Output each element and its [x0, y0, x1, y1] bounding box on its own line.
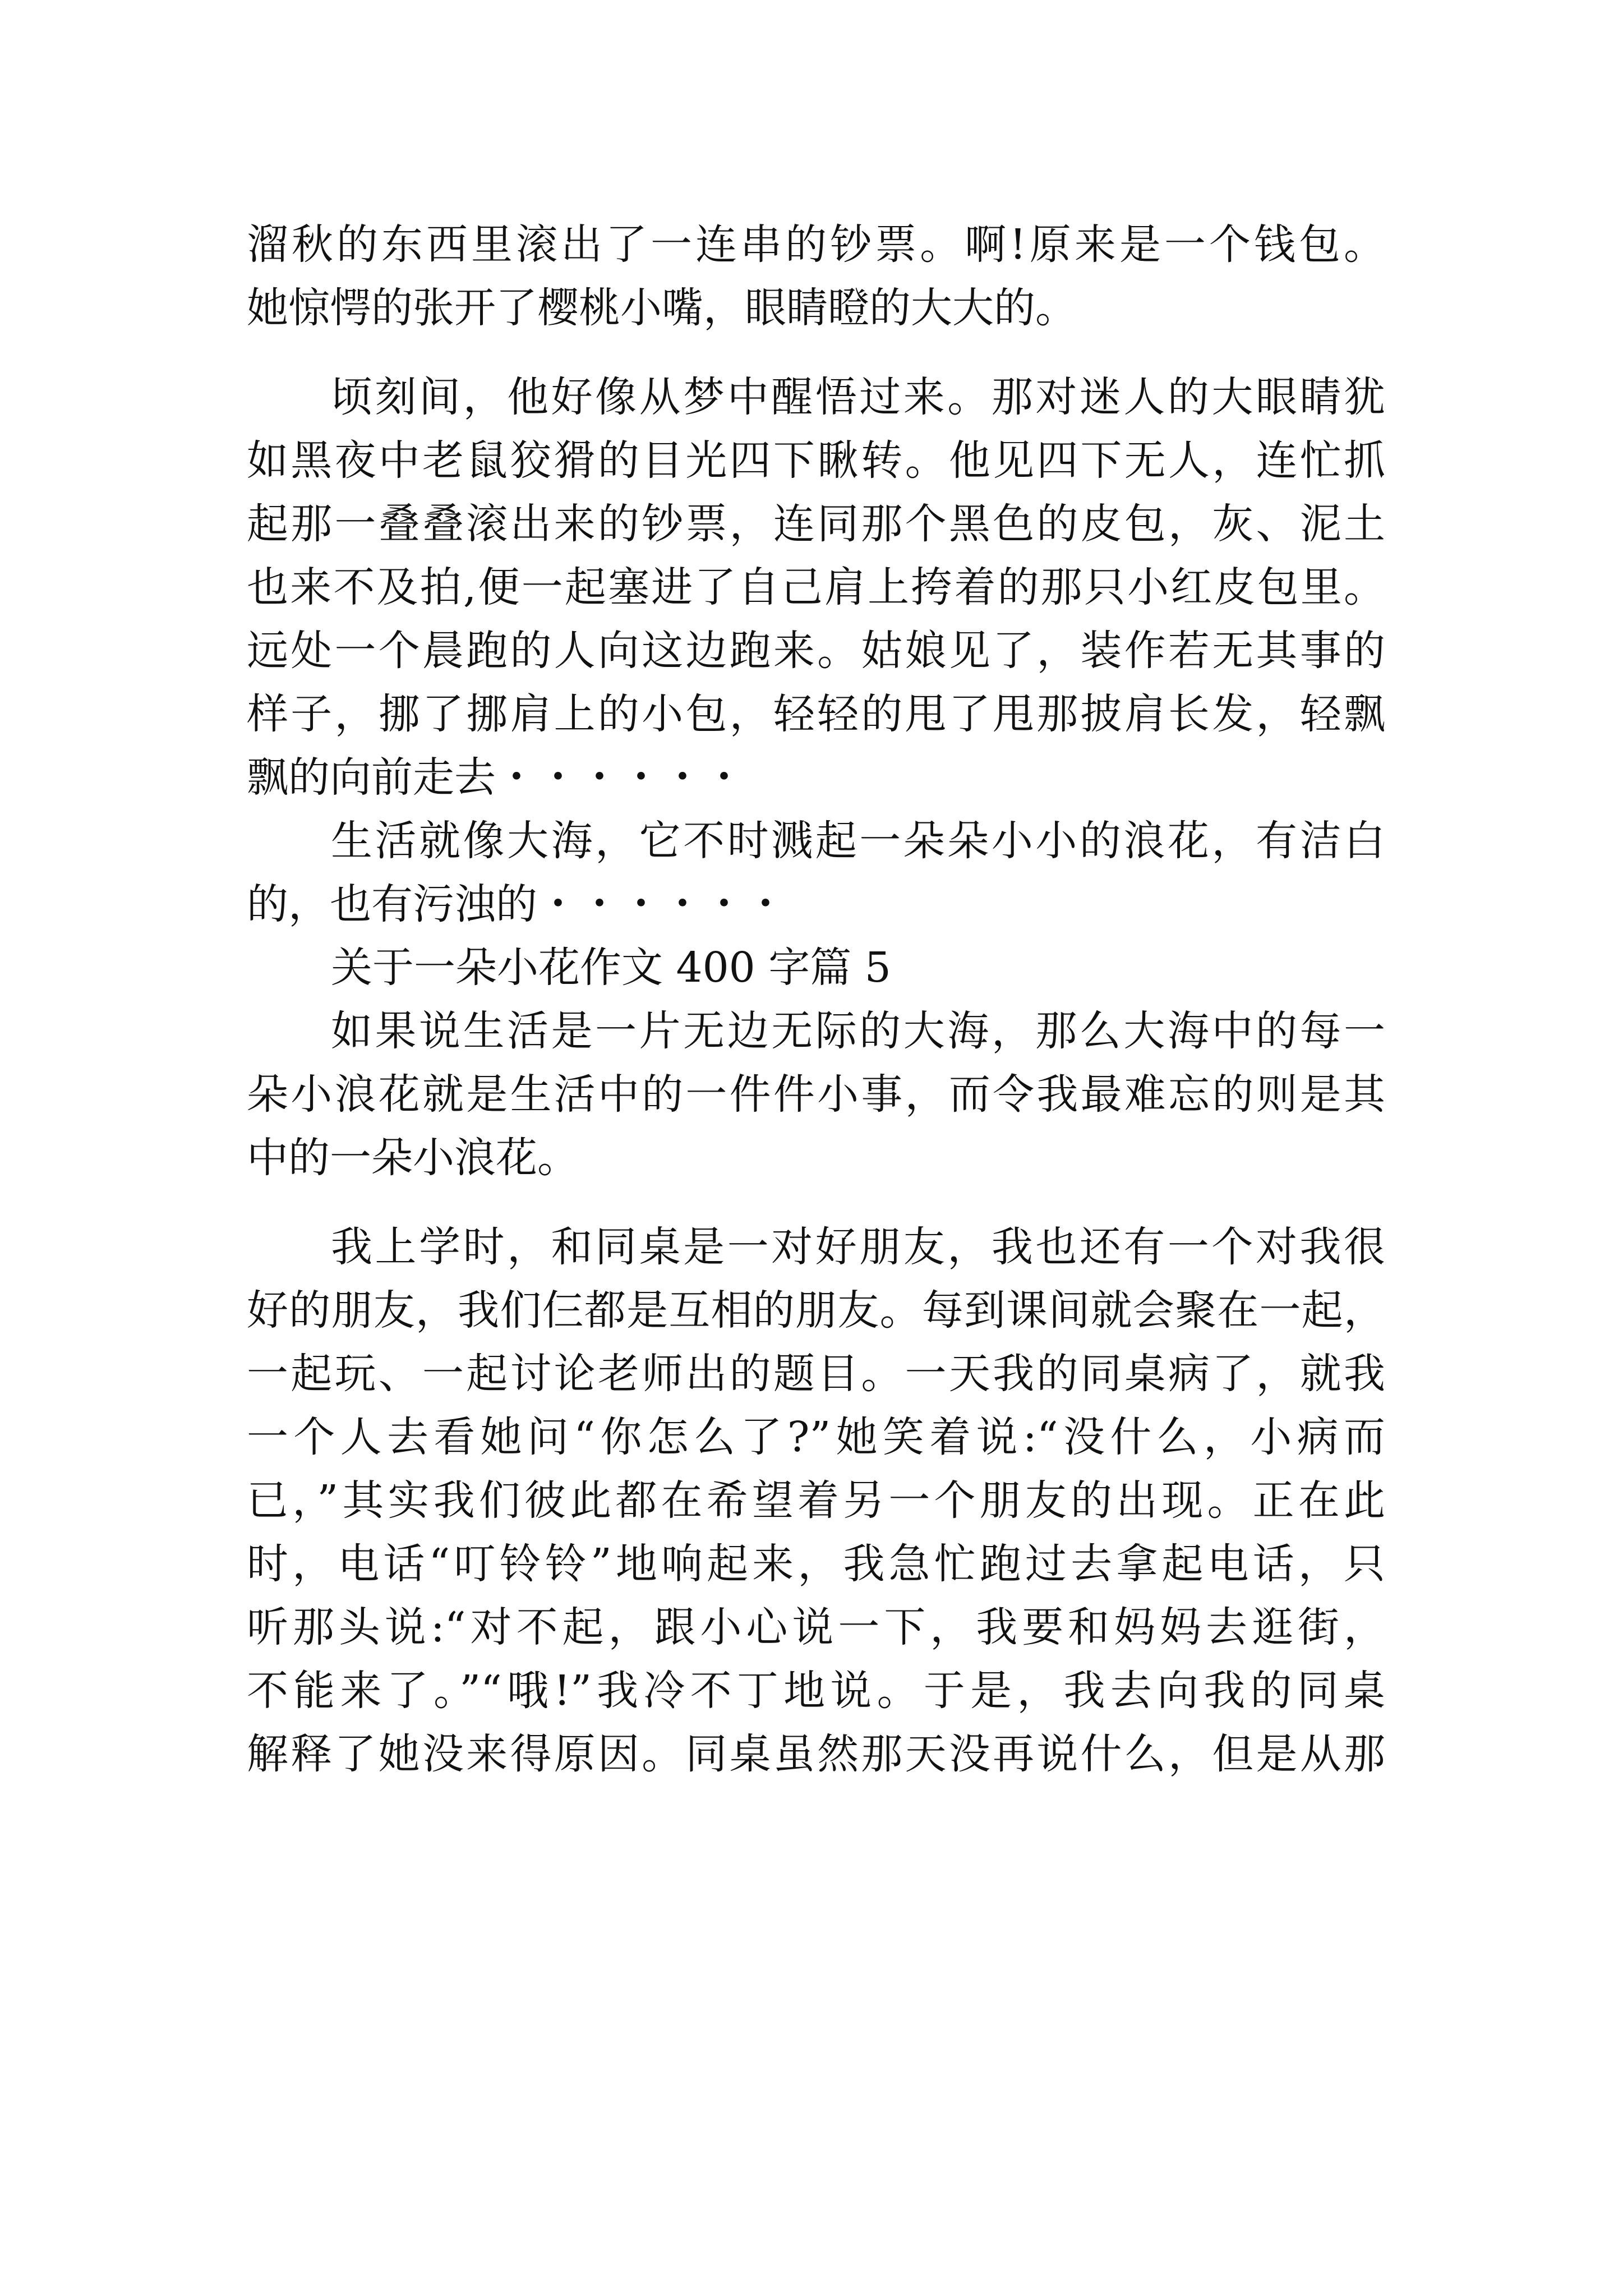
- paragraph: [247, 1000, 1385, 1190]
- text-line: 已，”其实我们彼此都在希望着另一个朋友的出现。正在此: [247, 1476, 1385, 1525]
- text-line: 一起玩、一起讨论老师出的题目。一天我的同桌病了，就我: [247, 1350, 1385, 1398]
- paragraph: [247, 366, 1385, 809]
- text-line: 远处一个晨跑的人向这边跑来。姑娘见了，装作若无其事的: [247, 627, 1385, 675]
- heading-text: 关于一朵小花作文 400 字篇 5: [331, 944, 891, 992]
- text-line: 溜秋的东西里滚出了一连串的钞票。啊!原来是一个钱包。: [247, 220, 1385, 269]
- paragraph: [247, 213, 1385, 340]
- paragraph: [247, 809, 1385, 936]
- text-line: 也来不及拍,便一起塞进了自己肩上挎着的那只小红皮包里。: [247, 563, 1385, 611]
- text-line: 样子，挪了挪肩上的小包，轻轻的甩了甩那披肩长发，轻飘: [247, 690, 1385, 738]
- text-line: 一个人去看她问“你怎么了?”她笑着说:“没什么，小病而: [247, 1413, 1385, 1461]
- text-line: 我上学时，和同桌是一对好朋友，我也还有一个对我很: [331, 1223, 1385, 1271]
- text-line: 好的朋友，我们仨都是互相的朋友。每到课间就会聚在一起，: [247, 1286, 1385, 1335]
- document-body: [247, 213, 1385, 1786]
- text-line: 如果说生活是一片无边无际的大海，那么大海中的每一: [331, 1007, 1385, 1055]
- text-line: 她惊愕的张开了樱桃小嘴，眼睛瞪的大大的。: [247, 284, 1077, 332]
- text-line: 不能来了。”“哦!”我冷不丁地说。于是，我去向我的同桌: [247, 1667, 1385, 1715]
- section-heading: [247, 936, 1385, 1000]
- text-line: 顷刻间，他好像从梦中醒悟过来。那对迷人的大眼睛犹: [331, 373, 1385, 421]
- text-line: 飘的向前走去・・・・・・: [247, 753, 745, 802]
- text-line: 的，也有污浊的・・・・・・: [247, 880, 786, 928]
- text-line: 听那头说:“对不起，跟小心说一下，我要和妈妈去逛街，: [247, 1603, 1385, 1651]
- text-line: 中的一朵小浪花。: [247, 1134, 579, 1182]
- text-line: 生活就像大海，它不时溅起一朵朵小小的浪花，有洁白: [331, 817, 1385, 865]
- text-line: 如黑夜中老鼠狡猾的目光四下瞅转。他见四下无人，连忙抓: [247, 436, 1385, 485]
- paragraph: [247, 1216, 1385, 1786]
- text-line: 起那一叠叠滚出来的钞票，连同那个黑色的皮包，灰、泥土: [247, 500, 1385, 548]
- text-line: 朵小浪花就是生活中的一件件小事，而令我最难忘的则是其: [247, 1070, 1385, 1119]
- text-line: 时，电话“叮铃铃”地响起来，我急忙跑过去拿起电话，只: [247, 1540, 1385, 1588]
- text-line: 解释了她没来得原因。同桌虽然那天没再说什么，但是从那: [247, 1730, 1385, 1778]
